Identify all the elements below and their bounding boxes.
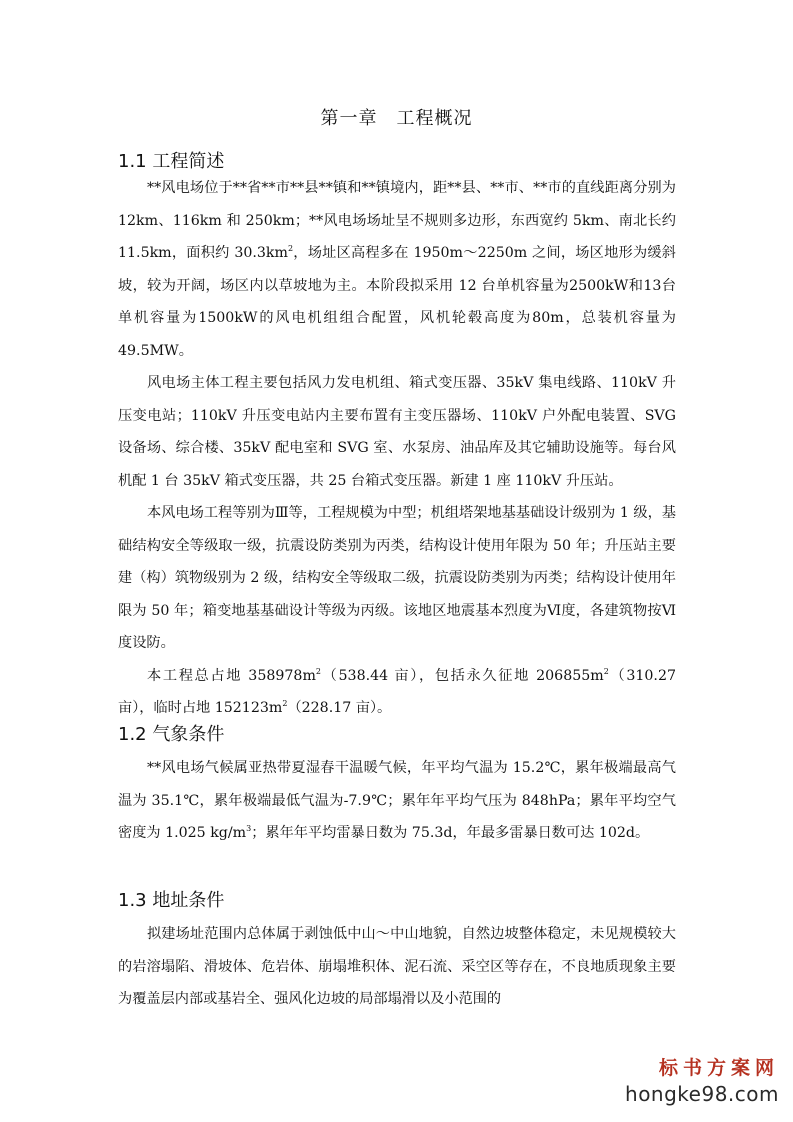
site-watermark: [625, 1053, 779, 1106]
watermark-logo-text: 标书方案网: [658, 1057, 779, 1079]
section-heading-1-2: 1.2 气象条件: [118, 724, 225, 745]
section-1-3-body: [118, 918, 676, 1016]
section-1-2-body: [118, 752, 676, 850]
section-heading-1-1: 1.1 工程简述: [118, 151, 225, 172]
section-1-1-body: [118, 172, 676, 725]
paragraph-geology: 拟建场址范围内总体属于剥蚀低中山～中山地貌，自然边坡整体稳定，未见规模较大的岩溶塌陷、滑坡体、危岩体、崩塌堆积体、泥石流、采空区等存在，不良地质现象主要为覆盖层内部或基岩全、强风化边坡的局部塌滑以及小范围的: [118, 926, 676, 1007]
paragraph-site-location: **风电场位于**省**市**县**镇和**镇境内，距**县、**市、**市的直线距离分别为 12km、116km 和 250km；**风电场场址呈不规则多边形，东西宽约 5km、南北长约 11.5km，面积约 $30.3km^2$，场址区高程多在 1950m～2250m 之间，场区地形为缓斜坡，较为开阔，场区内以草坡地为主。本阶段拟采用 12 台单机容量为2500kW和13台单机容量为1500kW的风电机组组合配置，风机轮毂高度为80m，总装机容量为 49.5MW。: [118, 180, 676, 359]
paragraph-main-works: 风电场主体工程主要包括风力发电机组、箱式变压器、35kV 集电线路、110kV 升压变电站；110kV 升压变电站内主要布置有主变压器场、110kV 户外配电装置、SVG 设备场、综合楼、35kV 配电室和 SVG 室、水泵房、油品库及其它辅助设施等。每台风机配 1 台 35kV 箱式变压器，共 25 台箱式变压器。新建 1 座 110kV 升压站。: [118, 375, 676, 489]
watermark-url: hongke98.com: [625, 1082, 779, 1106]
paragraph-climate: **风电场气候属亚热带夏湿春干温暖气候，年平均气温为 15.2℃，累年极端最高气温为 35.1℃，累年极端最低气温为-7.9℃；累年年平均气压为 848hPa；累年平均空气密度为 1.025 $kg/m^3$；累年年平均雷暴日数为 75.3d，年最多雷暴日数可达 102d。: [118, 760, 676, 841]
chapter-title: 第一章 工程概况: [320, 108, 473, 129]
section-heading-1-3: 1.3 地址条件: [118, 890, 225, 911]
paragraph-engineering-grade: 本风电场工程等别为Ⅲ等，工程规模为中型；机组塔架地基基础设计级别为 1 级，基础结构安全等级取一级，抗震设防类别为丙类，结构设计使用年限为 50 年；升压站主要建（构）筑物级别为 2 级，结构安全等级取二级，抗震设防类别为丙类；结构设计使用年限为 50 年；箱变地基基础设计等级为丙级。该地区地震基本烈度为Ⅵ度，各建筑物按Ⅵ度设防。: [118, 505, 676, 651]
paragraph-land-use: 本工程总占地 $358978m^2(538.44$ 亩），包括永久征地 $206855m^2(310.27$ 亩），临时占地 $152123m^2(228.17$ 亩）。: [118, 666, 676, 716]
